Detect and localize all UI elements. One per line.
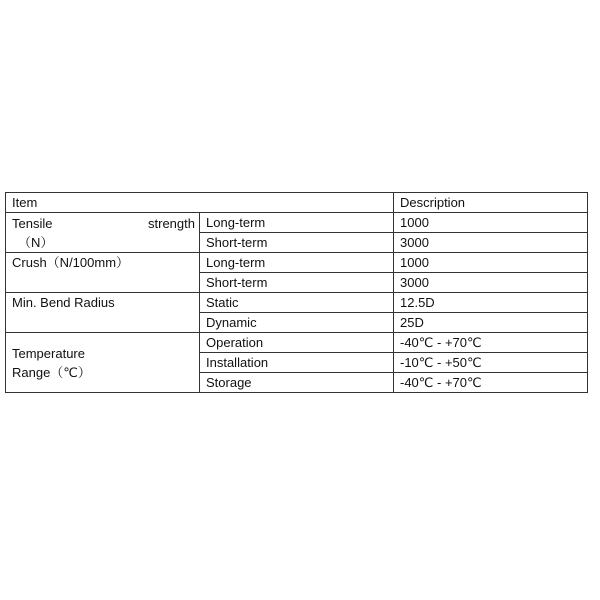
table-row: [6, 253, 588, 273]
tensile-long-term-value: 1000: [394, 213, 588, 233]
temp-operation-label: Operation: [200, 333, 394, 353]
bend-static-value: 12.5D: [394, 293, 588, 313]
bend-radius-label: Min. Bend Radius: [6, 293, 200, 313]
spec-table: [5, 192, 588, 393]
table-row: [6, 313, 588, 333]
bend-dynamic-label: Dynamic: [200, 313, 394, 333]
tensile-short-term-label: Short-term: [200, 233, 394, 253]
table-header-row: [6, 193, 588, 213]
bend-static-label: Static: [200, 293, 394, 313]
tensile-word: Tensile: [12, 216, 53, 231]
bend-dynamic-value: 25D: [394, 313, 588, 333]
temp-storage-label: Storage: [200, 373, 394, 393]
crush-long-term-value: 1000: [394, 253, 588, 273]
header-item: Item: [6, 193, 394, 213]
crush-empty-cell: [6, 273, 200, 293]
table-row: [6, 273, 588, 293]
temperature-range-label: [6, 333, 200, 393]
tensile-long-term-label: Long-term: [200, 213, 394, 233]
temp-installation-label: Installation: [200, 353, 394, 373]
tensile-strength-label: [6, 213, 200, 253]
temp-storage-value: -40℃ - +70℃: [394, 373, 588, 393]
crush-label: Crush（N/100mm）: [6, 253, 200, 273]
temp-installation-value: -10℃ - +50℃: [394, 353, 588, 373]
crush-short-term-label: Short-term: [200, 273, 394, 293]
range-word: Range（℃）: [12, 364, 91, 380]
temp-operation-value: -40℃ - +70℃: [394, 333, 588, 353]
temperature-word: Temperature: [12, 345, 85, 361]
bend-empty-cell: [6, 313, 200, 333]
tensile-unit: （N）: [18, 235, 54, 250]
crush-long-term-label: Long-term: [200, 253, 394, 273]
header-description: Description: [394, 193, 588, 213]
crush-short-term-value: 3000: [394, 273, 588, 293]
table-row: [6, 333, 588, 353]
strength-word: strength: [148, 216, 195, 231]
table-row: [6, 293, 588, 313]
table-row: [6, 213, 588, 233]
tensile-short-term-value: 3000: [394, 233, 588, 253]
